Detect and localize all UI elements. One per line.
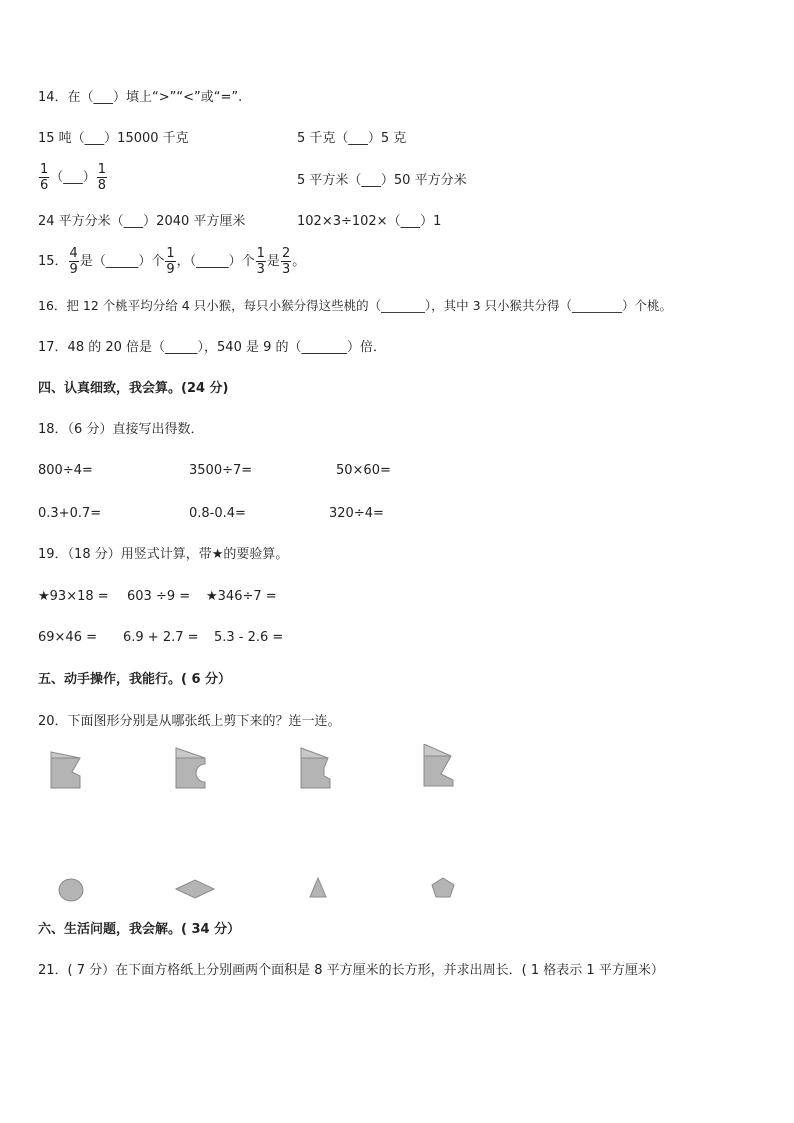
q18-a1: 800÷4= — [38, 463, 93, 478]
q19-b1: 69×46 = — [38, 630, 98, 645]
q14-row3-right: 102×3÷102×（___）1 — [297, 214, 442, 229]
q14-row2-left — [38, 162, 108, 193]
q15-line: 15． $\frac{4}{9}$ 是（_____）个 $\frac{1}{9}$ ，（_____）个 $\frac{1}{3}$ 是 $\frac{2}{3}$ 。 — [38, 246, 306, 277]
q14-title: 14．在（___）填上“>”“<”或“=”. — [38, 90, 243, 105]
fraction-1-3: $\frac{1}{3}$ — [256, 246, 265, 277]
q19-title: 19．（18 分）用竖式计算，带★的要验算。 — [38, 547, 289, 562]
q14-row1-left: 15 吨（___）15000 千克 — [38, 131, 189, 146]
fraction-1-6: $\frac{1}{6}$ — [40, 162, 49, 193]
fraction-4-9: $\frac{4}{9}$ — [69, 246, 78, 277]
q19-b3: 5.3 - 2.6 = — [214, 630, 284, 645]
section-6-heading: 六、生活问题，我会解。( 34 分） — [38, 922, 241, 937]
fraction-2-3: $\frac{2}{3}$ — [281, 246, 291, 277]
q18-b1: 0.3+0.7= — [38, 506, 102, 521]
folded-paper-semicircle-cut — [173, 746, 209, 790]
folded-paper-z-cut — [48, 746, 84, 790]
q14-row2-right: 5 平方米（___）50 平方分米 — [297, 173, 467, 188]
pentagon-shape — [429, 876, 457, 900]
triangle-shape — [308, 876, 328, 900]
q16-text: 16．把 12 个桃平均分给 4 只小猴，每只小猴分得这些桃的（_______），其中 3 只小猴共分得（________）个桃。 — [38, 298, 673, 313]
q14-row3-left: 24 平方分米（___）2040 平方厘米 — [38, 214, 246, 229]
q21-text: 21．( 7 分）在下面方格纸上分别画两个面积是 8 平方厘米的长方形，并求出周长．( 1 格表示 1 平方厘米） — [38, 963, 664, 978]
section-4-heading: 四、认真细致，我会算。(24 分) — [38, 381, 229, 396]
q18-a3: 50×60= — [336, 463, 391, 478]
q20-title: 20．下面图形分别是从哪张纸上剪下来的？连一连。 — [38, 714, 341, 729]
circle-shape — [56, 876, 86, 904]
q18-b3: 320÷4= — [329, 506, 384, 521]
folded-paper-triangle-cut — [421, 744, 457, 788]
fraction-1-9: $\frac{1}{9}$ — [166, 246, 175, 277]
q18-b2: 0.8-0.4= — [189, 506, 246, 521]
q19-b2: 6.9 + 2.7 = — [123, 630, 199, 645]
q17-text: 17．48 的 20 倍是（_____），540 是 9 的（_______）倍． — [38, 340, 387, 355]
fraction-1-8: $\frac{1}{8}$ — [97, 162, 107, 193]
q18-a2: 3500÷7= — [189, 463, 253, 478]
q19-a1: ★93×18 = — [38, 589, 109, 604]
q14-blank: （___） — [50, 170, 96, 185]
q14-row1-right: 5 千克（___）5 克 — [297, 131, 407, 146]
q19-a3: ★346÷7 = — [206, 589, 277, 604]
folded-paper-trapezoid-cut — [298, 746, 334, 790]
section-5-heading: 五、动手操作，我能行。( 6 分） — [38, 672, 232, 687]
q18-title: 18．（6 分）直接写出得数． — [38, 422, 204, 437]
diamond-shape — [174, 878, 216, 900]
q19-a2: 603 ÷9 = — [127, 589, 191, 604]
